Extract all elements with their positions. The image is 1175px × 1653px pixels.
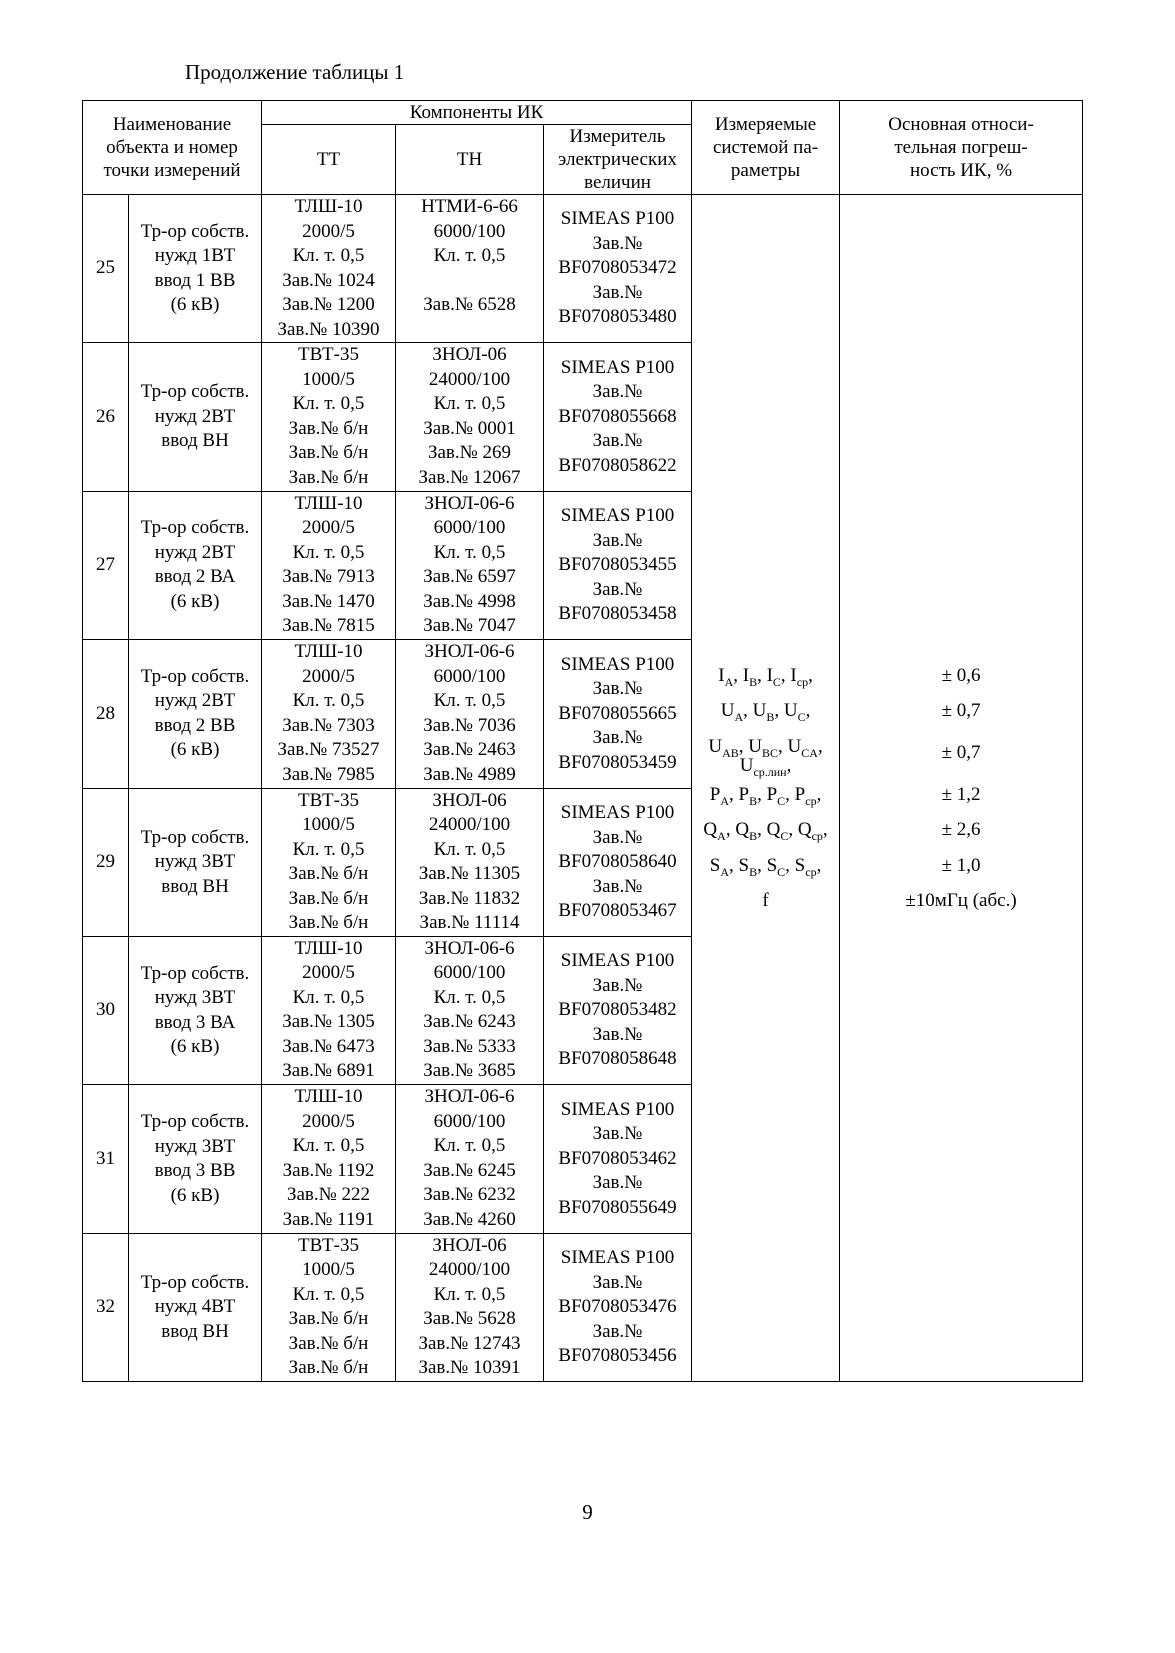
header-meter: Измеритель электрических величин (544, 125, 692, 195)
row-number: 30 (83, 936, 129, 1084)
meter-cell: SIMEAS P100 Зав.№ BF0708053455 Зав.№ BF0708053458 (544, 491, 692, 639)
meter-cell: SIMEAS P100 Зав.№ BF0708053482 Зав.№ BF0708058648 (544, 936, 692, 1084)
tt-cell: ТЛШ-10 2000/5 Кл. т. 0,5 Зав.№ 1192 Зав.№ 222 Зав.№ 1191 (262, 1085, 396, 1233)
tt-cell: ТЛШ-10 2000/5 Кл. т. 0,5 Зав.№ 1024 Зав.№ 1200 Зав.№ 10390 (262, 195, 396, 343)
header-error: Основная относи- тельная погреш- ность ИК, % (840, 101, 1083, 195)
table-row (83, 195, 1083, 343)
meter-cell: SIMEAS P100 Зав.№ BF0708053476 Зав.№ BF0708053456 (544, 1233, 692, 1381)
param-active-power: $P_A$, $P_B$, $P_C$, $P_{ср}$, (709, 783, 822, 808)
object-name: Тр-ор собств. нужд 3ВТ ввод ВН (129, 788, 262, 936)
error-list (840, 658, 1082, 919)
object-name: Тр-ор собств. нужд 3ВТ ввод 3 ВВ (6 кВ) (129, 1085, 262, 1233)
object-name: Тр-ор собств. нужд 2ВТ ввод 2 ВВ (6 кВ) (129, 640, 262, 788)
tn-cell: ЗНОЛ-06-6 6000/100 Кл. т. 0,5 Зав.№ 7036 Зав.№ 2463 Зав.№ 4989 (396, 640, 544, 788)
header-object-name: Наименование объекта и номер точки измерений (83, 101, 262, 195)
error-frequency: ±10мГц (абс.) (905, 890, 1017, 912)
row-number: 29 (83, 788, 129, 936)
tn-cell: НТМИ-6-66 6000/100 Кл. т. 0,5 Зав.№ 6528 (396, 195, 544, 343)
object-name: Тр-ор собств. нужд 3ВТ ввод 3 ВА (6 кВ) (129, 936, 262, 1084)
error-phase-voltage: ± 0,7 (941, 700, 981, 722)
meter-cell: SIMEAS P100 Зав.№ BF0708055665 Зав.№ BF0708053459 (544, 640, 692, 788)
page-number: 9 (582, 1500, 593, 1524)
param-line-voltage: $U_{AB}$, $U_{BC}$, $U_{CA}$, (708, 735, 823, 760)
error-active-power: ± 1,2 (941, 783, 981, 805)
errors-cell (840, 195, 1083, 1382)
params-cell (692, 195, 840, 1382)
param-apparent-power: $S_A$, $S_B$, $S_C$, $S_{ср}$, (709, 854, 822, 879)
meter-cell: SIMEAS P100 Зав.№ BF0708055668 Зав.№ BF0708058622 (544, 343, 692, 491)
object-name: Тр-ор собств. нужд 2ВТ ввод ВН (129, 343, 262, 491)
meter-cell: SIMEAS P100 Зав.№ BF0708053462 Зав.№ BF0708055649 (544, 1085, 692, 1233)
row-number: 32 (83, 1233, 129, 1381)
tt-cell: ТВТ-35 1000/5 Кл. т. 0,5 Зав.№ б/н Зав.№ б/н Зав.№ б/н (262, 1233, 396, 1381)
tn-cell: ЗНОЛ-06 24000/100 Кл. т. 0,5 Зав.№ 5628 Зав.№ 12743 Зав.№ 10391 (396, 1233, 544, 1381)
tn-cell: ЗНОЛ-06 24000/100 Кл. т. 0,5 Зав.№ 0001 Зав.№ 269 Зав.№ 12067 (396, 343, 544, 491)
tt-cell: ТЛШ-10 2000/5 Кл. т. 0,5 Зав.№ 7303 Зав.№ 73527 Зав.№ 7985 (262, 640, 396, 788)
tn-cell: ЗНОЛ-06 24000/100 Кл. т. 0,5 Зав.№ 11305 Зав.№ 11832 Зав.№ 11114 (396, 788, 544, 936)
param-current: $I_A$, $I_B$, $I_C$, $I_{ср}$, (718, 664, 813, 689)
row-number: 31 (83, 1085, 129, 1233)
tt-cell: ТВТ-35 1000/5 Кл. т. 0,5 Зав.№ б/н Зав.№ б/н Зав.№ б/н (262, 343, 396, 491)
tn-cell: ЗНОЛ-06-6 6000/100 Кл. т. 0,5 Зав.№ 6597 Зав.№ 4998 Зав.№ 7047 (396, 491, 544, 639)
row-number: 28 (83, 640, 129, 788)
param-list (692, 658, 839, 919)
row-number: 25 (83, 195, 129, 343)
row-number: 27 (83, 491, 129, 639)
row-number: 26 (83, 343, 129, 491)
param-phase-voltage: $U_A$, $U_B$, $U_C$, (720, 700, 811, 724)
error-reactive-power: ± 2,6 (941, 819, 981, 841)
header-tn: ТН (396, 125, 544, 195)
meter-cell: SIMEAS P100 Зав.№ BF0708053472 Зав.№ BF0708053480 (544, 195, 692, 343)
error-current: ± 0,6 (941, 664, 981, 686)
header-params: Измеряемые системой па- раметры (692, 101, 840, 195)
param-reactive-power: $Q_A$, $Q_B$, $Q_C$, $Q_{ср}$, (703, 819, 828, 843)
object-name: Тр-ор собств. нужд 1ВТ ввод 1 ВВ (6 кВ) (129, 195, 262, 343)
object-name: Тр-ор собств. нужд 2ВТ ввод 2 ВА (6 кВ) (129, 491, 262, 639)
param-frequency: f (762, 890, 769, 912)
table-continuation-title: Продолжение таблицы 1 (185, 60, 405, 84)
param-avg-line-voltage: $U_{ср.лин}$, (739, 754, 792, 779)
error-apparent-power: ± 1,0 (941, 854, 981, 876)
meter-cell: SIMEAS P100 Зав.№ BF0708058640 Зав.№ BF0708053467 (544, 788, 692, 936)
tt-cell: ТЛШ-10 2000/5 Кл. т. 0,5 Зав.№ 1305 Зав.№ 6473 Зав.№ 6891 (262, 936, 396, 1084)
header-components: Компоненты ИК (262, 101, 692, 125)
measurement-channels-table (82, 100, 1083, 1382)
tn-cell: ЗНОЛ-06-6 6000/100 Кл. т. 0,5 Зав.№ 6243 Зав.№ 5333 Зав.№ 3685 (396, 936, 544, 1084)
tt-cell: ТЛШ-10 2000/5 Кл. т. 0,5 Зав.№ 7913 Зав.№ 1470 Зав.№ 7815 (262, 491, 396, 639)
error-line-voltage: ± 0,7 (941, 741, 981, 763)
header-tt: ТТ (262, 125, 396, 195)
tt-cell: ТВТ-35 1000/5 Кл. т. 0,5 Зав.№ б/н Зав.№ б/н Зав.№ б/н (262, 788, 396, 936)
tn-cell: ЗНОЛ-06-6 6000/100 Кл. т. 0,5 Зав.№ 6245 Зав.№ 6232 Зав.№ 4260 (396, 1085, 544, 1233)
object-name: Тр-ор собств. нужд 4ВТ ввод ВН (129, 1233, 262, 1381)
